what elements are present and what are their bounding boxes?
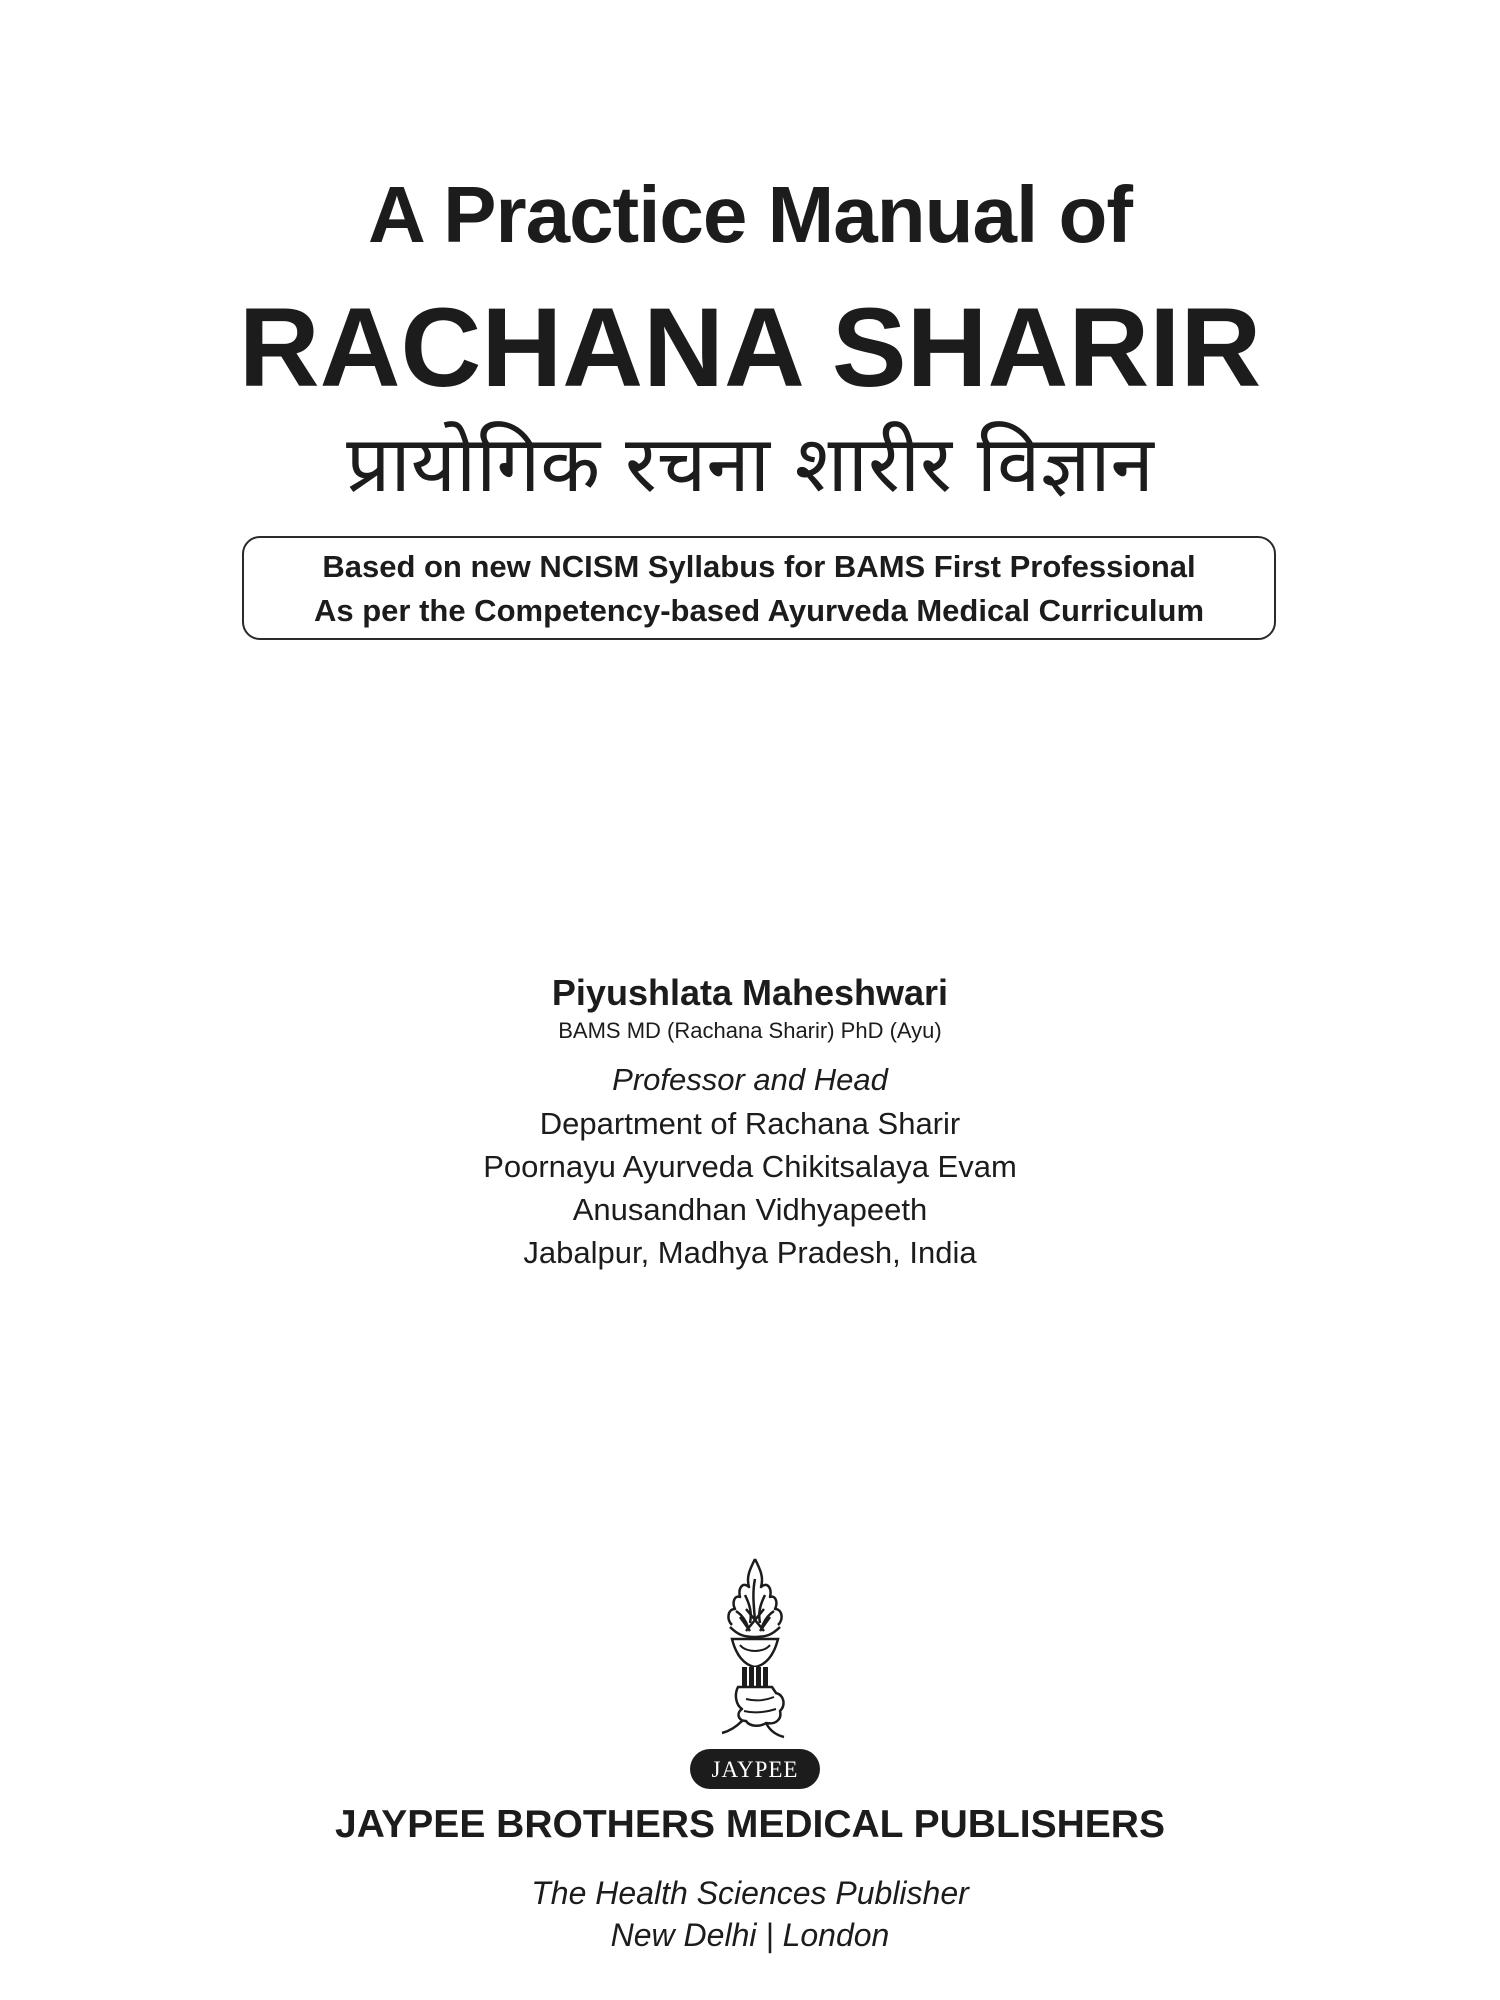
publisher-logo xyxy=(680,1555,830,1795)
author-affiliation-line: Anusandhan Vidhyapeeth xyxy=(572,1192,928,1227)
torch-in-hand-icon xyxy=(680,1555,830,1795)
syllabus-line-2: As per the Competency-based Ayurveda Medical Curriculum xyxy=(313,593,1205,628)
author-block xyxy=(0,970,1500,1274)
logo-text: JAYPEE xyxy=(711,1757,799,1782)
syllabus-line-1: Based on new NCISM Syllabus for BAMS First Professional xyxy=(322,549,1196,584)
author-degrees: BAMS MD (Rachana Sharir) PhD (Ayu) xyxy=(558,1018,942,1043)
publisher-tagline: The Health Sciences Publisher xyxy=(531,1875,969,1911)
publisher-cities: New Delhi | London xyxy=(610,1917,890,1953)
title-hindi: प्रायोगिक रचना शारीर विज्ञान xyxy=(346,420,1154,510)
title-line-1: A Practice Manual of xyxy=(368,170,1132,259)
author-affiliation-line: Department of Rachana Sharir xyxy=(539,1106,961,1141)
author-affiliation-line: Poornayu Ayurveda Chikitsalaya Evam xyxy=(483,1149,1017,1184)
publisher-name: JAYPEE BROTHERS MEDICAL PUBLISHERS xyxy=(335,1803,1165,1846)
syllabus-box xyxy=(242,536,1276,640)
author-role: Professor and Head xyxy=(612,1062,888,1097)
author-affiliation-line: Jabalpur, Madhya Pradesh, India xyxy=(523,1235,977,1270)
title-line-2: RACHANA SHARIR xyxy=(238,285,1262,410)
author-name: Piyushlata Maheshwari xyxy=(551,972,949,1013)
